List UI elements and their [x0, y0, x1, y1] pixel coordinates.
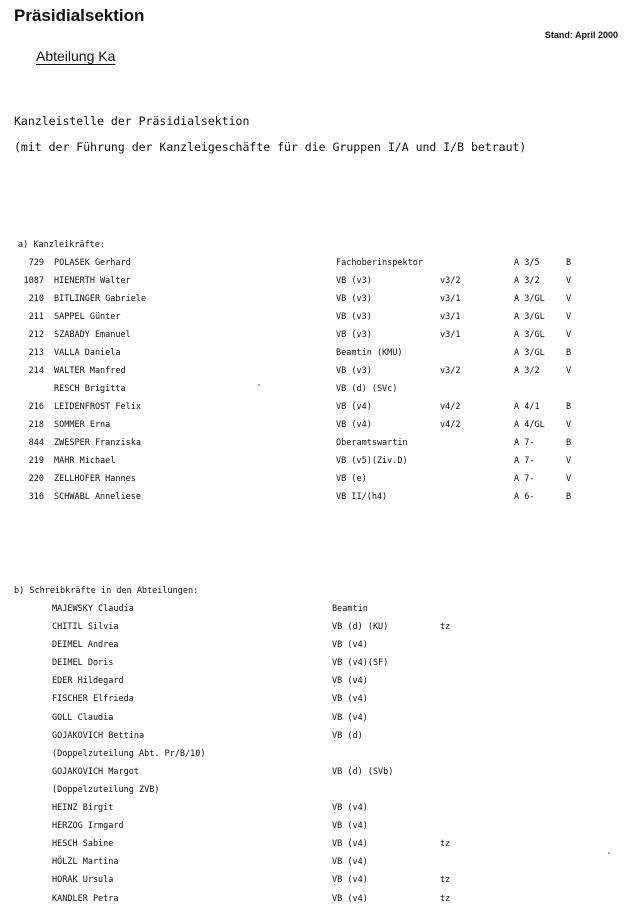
- staff-position: VB (v5)(Ziv.D): [336, 456, 408, 466]
- typist-position: VB (v4): [332, 694, 368, 705]
- staff-row: [0, 452, 628, 470]
- staff-row: [0, 416, 628, 434]
- typist-row: [0, 763, 628, 781]
- staff-row: [0, 272, 628, 290]
- typist-row: [0, 636, 628, 654]
- staff-grade: A 7-: [514, 474, 535, 484]
- staff-row: [0, 254, 628, 272]
- staff-number: 220: [28, 474, 44, 484]
- staff-flag: B: [566, 438, 572, 448]
- staff-row: [0, 470, 628, 488]
- typist-row: [0, 871, 628, 889]
- staff-number: 214: [28, 366, 44, 376]
- staff-grade: A 3/GL: [514, 330, 545, 340]
- typist-name: GOJAKOVICH Margot: [52, 766, 139, 777]
- typist-position: VB (v4): [332, 875, 368, 886]
- staff-flag: V: [566, 330, 572, 340]
- typist-position: VB (d): [332, 730, 363, 741]
- staff-grade: A 3/GL: [514, 312, 545, 322]
- staff-number: 1087: [23, 276, 44, 286]
- staff-position: VB (v4): [336, 420, 372, 430]
- intro-line-1: Kanzleistelle der Präsidialsektion: [14, 114, 250, 128]
- staff-grade: A 3/2: [514, 366, 540, 376]
- staff-row: [0, 326, 628, 344]
- staff-flag: B: [566, 402, 572, 412]
- typist-row: [0, 853, 628, 871]
- staff-code: v3/2: [440, 366, 461, 376]
- staff-name: ZELLHOFER Hannes: [54, 474, 136, 484]
- staff-position: Oberamtswartin: [336, 438, 408, 448]
- staff-row: [0, 308, 628, 326]
- typist-row: [0, 781, 628, 799]
- typist-position: VB (v4)(SF): [332, 658, 389, 669]
- typist-name: HERZOG Irmgard: [52, 821, 124, 832]
- staff-number: 213: [28, 348, 44, 358]
- staff-row: [0, 380, 628, 398]
- staff-number: 210: [28, 294, 44, 304]
- typist-name: KANDLER Petra: [52, 893, 119, 904]
- staff-grade: A 7-: [514, 438, 535, 448]
- typist-name: MAJEWSKY Claudia: [52, 604, 134, 614]
- typist-row: [0, 618, 628, 636]
- staff-row: [0, 362, 628, 380]
- staff-grade: A 4/1: [514, 402, 540, 412]
- typist-position: VB (v4): [332, 857, 368, 868]
- typist-position: VB (v4): [332, 640, 368, 651]
- staff-position: Beamtin (KMU): [336, 348, 403, 358]
- staff-position: VB (d) (SVc): [336, 384, 398, 394]
- typist-row: [0, 600, 628, 618]
- staff-grade: A 4/GL: [514, 420, 545, 430]
- staff-flag: V: [566, 294, 572, 304]
- staff-grade: A 3/2: [514, 276, 540, 286]
- staff-grade: A 6-: [514, 492, 535, 502]
- staff-flag: B: [566, 492, 572, 502]
- typist-name: (Doppelzuteilung ZVB): [52, 784, 160, 795]
- staff-number: 844: [28, 438, 44, 448]
- staff-flag: V: [566, 420, 572, 430]
- staff-flag: V: [566, 276, 572, 286]
- staff-name: SZABADY Emanuel: [54, 330, 131, 340]
- staff-number: 729: [28, 258, 44, 268]
- typist-row: [0, 672, 628, 690]
- staff-name: SAPPEL Günter: [54, 312, 121, 322]
- typist-name: HEINZ Birgit: [52, 803, 114, 814]
- typist-position: VB (v4): [332, 821, 368, 832]
- typist-tz: tz: [440, 875, 451, 886]
- staff-code: v3/2: [440, 276, 461, 286]
- staff-name: HIENERTH Walter: [54, 276, 131, 286]
- section-a-list: [0, 254, 628, 506]
- typist-name: DEIMEL Andrea: [52, 640, 119, 651]
- staff-grade: A 3/GL: [514, 348, 545, 358]
- typist-name: HORAK Ursula: [52, 875, 114, 886]
- section-b-heading: b) Schreibkräfte in den Abteilungen:: [14, 586, 199, 596]
- typist-name: FISCHER Elfrieda: [52, 694, 134, 705]
- typist-position: VB (v4): [332, 893, 368, 904]
- typist-tz: tz: [440, 893, 451, 904]
- staff-position: VB (v3): [336, 366, 372, 376]
- typist-position: VB (d) (SVb): [332, 766, 394, 777]
- typist-tz: tz: [440, 839, 451, 850]
- staff-flag: V: [566, 474, 572, 484]
- staff-position: VB (v3): [336, 330, 372, 340]
- staff-name: WALTER Manfred: [54, 366, 126, 376]
- staff-name: ZWESPER Franziska: [54, 438, 141, 448]
- staff-flag: V: [566, 456, 572, 466]
- staff-position: VB (v3): [336, 276, 372, 286]
- section-a-heading: a) Kanzleikräfte:: [18, 240, 105, 250]
- section-b-list: [0, 600, 628, 908]
- typist-row: [0, 817, 628, 835]
- page-title: Präsidialsektion: [14, 6, 145, 25]
- typist-name: HESCH Sabine: [52, 839, 114, 850]
- staff-row: [0, 344, 628, 362]
- typist-name: (Doppelzuteilung Abt. Pr/B/10): [52, 748, 206, 759]
- staff-number: 219: [28, 456, 44, 466]
- staff-position: VB II/(h4): [336, 492, 388, 502]
- typist-position: VB (v4): [332, 839, 368, 850]
- staff-code: v4/2: [440, 420, 461, 430]
- staff-code: v3/1: [440, 312, 461, 322]
- staff-code: v4/2: [440, 402, 461, 412]
- typist-position: VB (v4): [332, 712, 368, 723]
- staff-number: 212: [28, 330, 44, 340]
- typist-position: VB (d) (KU): [332, 622, 389, 633]
- intro-line-2: (mit der Führung der Kanzleigeschäfte für die Gruppen I/A und I/B betraut): [14, 140, 527, 154]
- staff-number: 216: [28, 402, 44, 412]
- staff-name: MAHR Michael: [54, 456, 116, 466]
- staff-grade: A 7-: [514, 456, 535, 466]
- staff-grade: A 3/GL: [514, 294, 545, 304]
- typist-name: GOLL Claudia: [52, 712, 114, 723]
- staff-number: 218: [28, 420, 44, 430]
- staff-code: v3/1: [440, 294, 461, 304]
- staff-position: VB (e): [336, 474, 367, 484]
- scan-speck: [258, 384, 260, 386]
- typist-row: [0, 799, 628, 817]
- typist-name: CHITIL Silvia: [52, 622, 119, 633]
- staff-name: VALLA Daniela: [54, 348, 121, 358]
- typist-tz: tz: [440, 622, 451, 633]
- staff-flag: B: [566, 348, 572, 358]
- staff-name: BITLINGER Gabriele: [54, 294, 147, 304]
- staff-row: [0, 398, 628, 416]
- staff-position: VB (v3): [336, 312, 372, 322]
- staff-flag: V: [566, 366, 572, 376]
- typist-row: [0, 727, 628, 745]
- typist-name: EDER Hildegard: [52, 676, 124, 687]
- typist-position: Beamtin: [332, 604, 368, 614]
- typist-name: DEIMEL Doris: [52, 658, 114, 669]
- staff-name: LEIDENFROST Felix: [54, 402, 141, 412]
- scan-speck: [608, 852, 610, 854]
- staff-name: POLASEK Gerhard: [54, 258, 131, 268]
- staff-flag: B: [566, 258, 572, 268]
- typist-name: HÖLZL Martina: [52, 857, 119, 868]
- staff-grade: A 3/5: [514, 258, 540, 268]
- typist-position: VB (v4): [332, 803, 368, 814]
- staff-position: VB (v4): [336, 402, 372, 412]
- staff-row: [0, 290, 628, 308]
- typist-row: [0, 835, 628, 853]
- staff-code: v3/1: [440, 330, 461, 340]
- staff-row: [0, 434, 628, 452]
- staff-number: 211: [28, 312, 44, 322]
- typist-row: [0, 654, 628, 672]
- staff-position: VB (v3): [336, 294, 372, 304]
- typist-position: VB (v4): [332, 676, 368, 687]
- department-heading: Abteilung Ka: [36, 48, 116, 64]
- staff-flag: V: [566, 312, 572, 322]
- staff-name: RESCH Brigitta: [54, 384, 126, 394]
- staff-name: SCHWABL Anneliese: [54, 492, 141, 502]
- typist-name: GOJAKOVICH Bettina: [52, 730, 145, 741]
- staff-position: Fachoberinspektor: [336, 258, 423, 268]
- staff-name: SOMMER Erna: [54, 420, 111, 430]
- staff-number: 316: [28, 492, 44, 502]
- typist-row: [0, 709, 628, 727]
- typist-row: [0, 690, 628, 708]
- staff-row: [0, 488, 628, 506]
- typist-row: [0, 745, 628, 763]
- typist-row: [0, 890, 628, 908]
- date-stamp: Stand: April 2000: [544, 30, 618, 40]
